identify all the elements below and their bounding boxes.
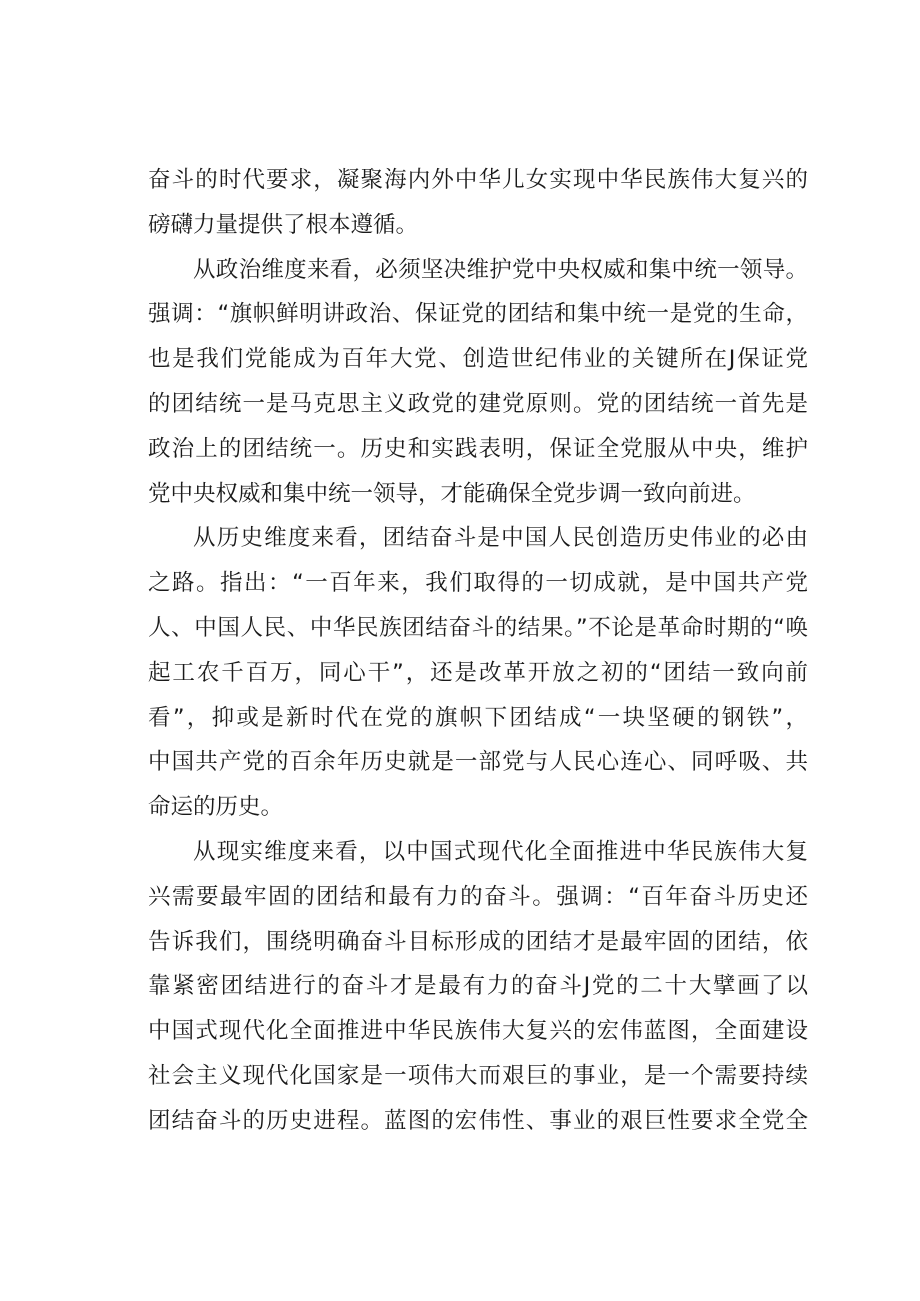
text-line: 靠紧密团结进行的奋斗才是最有力的奋斗J党的二十大擘画了以 [148, 973, 808, 1000]
paragraph-start-line: 从政治维度来看，必须坚决维护党中央权威和集中统一领导。 [193, 256, 808, 283]
text-line: 磅礴力量提供了根本遵循。 [148, 211, 419, 238]
text-line: 社会主义现代化国家是一项伟大而艰巨的事业，是一个需要持续 [148, 1062, 808, 1089]
text-line: 政治上的团结统一。历史和实践表明，保证全党服从中央，维护 [148, 435, 808, 462]
text-line: 人、中国人民、中华民族团结奋斗的结果。”不论是革命时期的“唤 [148, 614, 808, 641]
text-line: 团结奋斗的历史进程。蓝图的宏伟性、事业的艰巨性要求全党全 [148, 1107, 808, 1134]
text-line: 命运的历史。 [148, 794, 284, 821]
text-line: 党中央权威和集中统一领导，才能确保全党步调一致向前进。 [148, 480, 756, 507]
text-line: 起工农千百万，同心干”，还是改革开放之初的“团结一致向前 [148, 659, 808, 686]
text-line: 强调：“旗帜鲜明讲政治、保证党的团结和集中统一是党的生命， [148, 301, 808, 328]
text-line: 告诉我们，围绕明确奋斗目标形成的团结才是最牢固的团结，依 [148, 928, 808, 955]
text-line: 的团结统一是马克思主义政党的建党原则。党的团结统一首先是 [148, 390, 808, 417]
text-line: 奋斗的时代要求，凝聚海内外中华儿女实现中华民族伟大复兴的 [148, 167, 808, 193]
text-line: 中国式现代化全面推进中华民族伟大复兴的宏伟蓝图，全面建设 [148, 1018, 808, 1045]
text-line: 看”，抑或是新时代在党的旗帜下团结成“一块坚硬的钢铁”， [148, 704, 808, 731]
text-line: 兴需要最牢固的团结和最有力的奋斗。强调：“百年奋斗历史还 [148, 883, 808, 910]
text-line: 中国共产党的百余年历史就是一部党与人民心连心、同呼吸、共 [148, 749, 808, 776]
text-line: 也是我们党能成为百年大党、创造世纪伟业的关键所在J保证党 [148, 346, 808, 373]
text-line: 之路。指出：“一百年来，我们取得的一切成就，是中国共产党 [148, 570, 808, 597]
body-text [148, 158, 808, 1144]
paragraph-start-line: 从现实维度来看，以中国式现代化全面推进中华民族伟大复 [193, 838, 808, 865]
paragraph-start-line: 从历史维度来看，团结奋斗是中国人民创造历史伟业的必由 [193, 525, 808, 552]
